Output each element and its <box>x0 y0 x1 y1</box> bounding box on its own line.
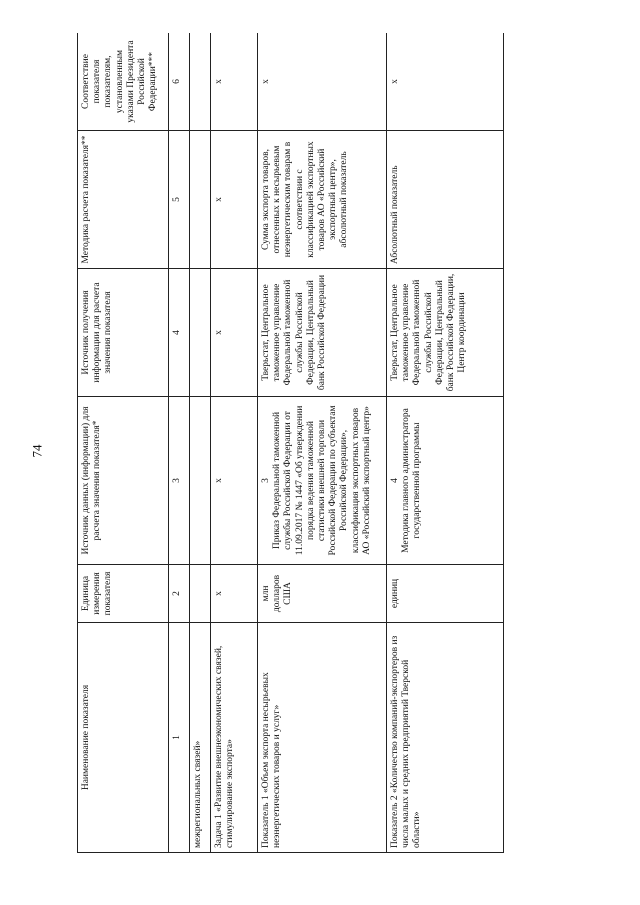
indicator-1-source-text: Приказ Федеральной таможенной службы Российской Федерации от 11.09.2017 № 1447 «Об утверждении порядка ведения таможенной статистики внешней торговли Российской Федерации по субъектам Российской Федерации», классификация экспортных товаров АО «Российский экспортный центр» <box>272 405 372 556</box>
indicator-2-source-text: Методика главного администратора государственной программы <box>401 408 423 553</box>
indicators-table <box>77 33 504 853</box>
column-number-1: 1 <box>169 623 190 853</box>
indicator-1-source <box>258 397 387 565</box>
continuation-empty-cell <box>190 33 211 131</box>
continuation-empty-cell <box>190 397 211 565</box>
page-number: 74 <box>29 444 45 458</box>
indicator-2-method: Абсолютный показатель <box>387 131 504 269</box>
indicator-2-source-number: 4 <box>390 478 400 483</box>
header-name: Наименование показателя <box>78 623 169 853</box>
rotated-table-container <box>77 33 597 853</box>
table-frame <box>77 33 597 853</box>
continuation-row <box>190 33 211 853</box>
header-origin: Источник получения информации для расчета значения показателя <box>78 269 169 397</box>
column-number-2: 2 <box>169 565 190 623</box>
task-row <box>211 33 258 853</box>
header-unit: Единица измерения показателя <box>78 565 169 623</box>
task-unit: х <box>211 565 258 623</box>
indicator-2-source <box>387 397 504 565</box>
indicator-1-match: х <box>258 33 387 131</box>
continuation-empty-cell <box>190 269 211 397</box>
indicator-2-row <box>387 33 504 853</box>
indicator-1-source-number: 3 <box>261 478 271 483</box>
indicator-1-name: Показатель 1 «Объем экспорта несырьевых неэнергетических товаров и услуг» <box>258 623 387 853</box>
header-method: Методика расчета показателя** <box>78 131 169 269</box>
task-origin: х <box>211 269 258 397</box>
column-number-4: 4 <box>169 269 190 397</box>
task-match: х <box>211 33 258 131</box>
task-method: х <box>211 131 258 269</box>
column-number-3: 3 <box>169 397 190 565</box>
continuation-empty-cell <box>190 131 211 269</box>
indicator-1-unit: млн долларов США <box>258 565 387 623</box>
indicator-2-name: Показатель 2 «Количество компаний-экспортеров из числа малых и средних предприятий Тверской области» <box>387 623 504 853</box>
task-source: х <box>211 397 258 565</box>
indicator-2-origin: Тверьстат, Центральное таможенное управление Федеральной таможенной службы Российской Федерации, Центральный банк Российской Федерации, Центр координации <box>387 269 504 397</box>
indicator-1-row <box>258 33 387 853</box>
indicator-2-match: х <box>387 33 504 131</box>
continuation-empty-cell <box>190 565 211 623</box>
column-number-6: 6 <box>169 33 190 131</box>
header-row <box>78 33 169 853</box>
task-name: Задача 1 «Развитие внешнеэкономических связей, стимулирование экспорта» <box>211 623 258 853</box>
header-source: Источник данных (информации) для расчета значения показателя* <box>78 397 169 565</box>
column-number-5: 5 <box>169 131 190 269</box>
continuation-cell: межрегиональных связей» <box>190 623 211 853</box>
header-match: Соответствие показателя показателям, установленным указами Президента Российской Федерации*** <box>78 33 169 131</box>
indicator-1-method: Сумма экспорта товаров, отнесенных к несырьевым неэнергетическим товарам в соответствии с классификацией экспортных товаров АО «Российский экспортный центр», абсолютный показатель <box>258 131 387 269</box>
indicator-2-unit: единиц <box>387 565 504 623</box>
indicator-1-origin: Тверьстат, Центральное таможенное управление Федеральной таможенной службы Российской Федерации, Центральный банк Российской Федерации <box>258 269 387 397</box>
column-number-row <box>169 33 190 853</box>
